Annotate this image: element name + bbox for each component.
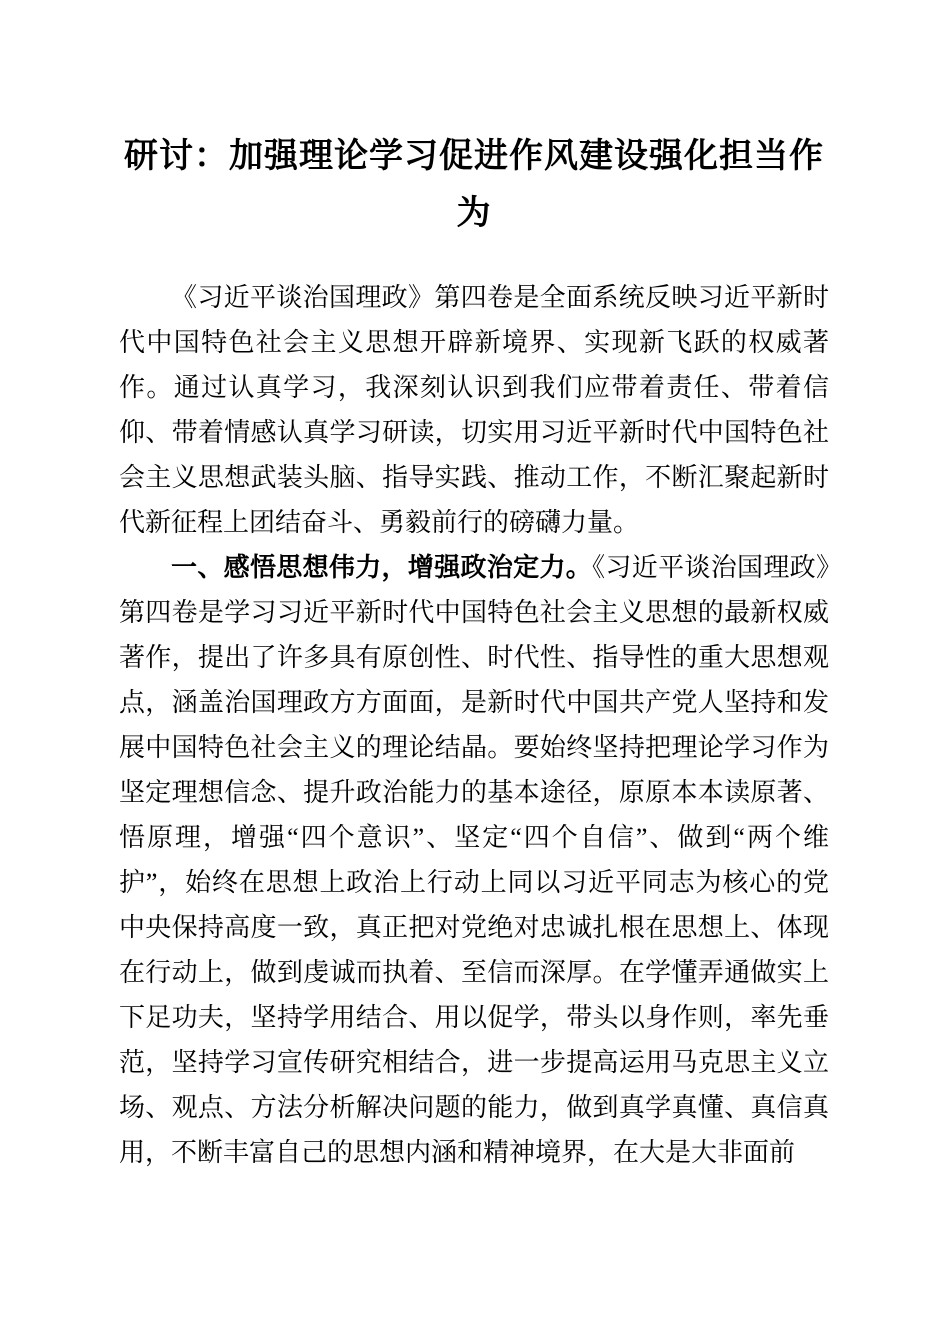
section-1-text: 《习近平谈治国理政》第四卷是学习习近平新时代中国特色社会主义思想的最新权威著作，提出了许多具有原创性、时代性、指导性的重大思想观点，涵盖治国理政方方面面，是新时代中国共产党人坚持和发展中国特色社会主义的理论结晶。要始终坚持把理论学习作为坚定理想信念、提升政治能力的基本途径，原原本本读原著、悟原理，增强“四个意识”、坚定“四个自信”、做到“两个维护”，始终在思想上政治上行动上同以习近平同志为核心的党中央保持高度一致，真正把对党绝对忠诚扎根在思想上、体现在行动上，做到虔诚而执着、至信而深厚。在学懂弄通做实上下足功夫，坚持学用结合、用以促学，带头以身作则，率先垂范，坚持学习宣传研究相结合，进一步提高运用马克思主义立场、观点、方法分析解决问题的能力，做到真学真懂、真信真用，不断丰富自己的思想内涵和精神境界，在大是大非面前 (119, 553, 829, 1167)
section-1-heading: 一、感悟思想伟力，增强政治定力。 (171, 552, 593, 582)
paragraph-section-1 (119, 545, 829, 1175)
document-body (119, 275, 829, 1175)
paragraph-intro-text: 《习近平谈治国理政》第四卷是全面系统反映习近平新时代中国特色社会主义思想开辟新境界、实现新飞跃的权威著作。通过认真学习，我深刻认识到我们应带着责任、带着信仰、带着情感认真学习研读，切实用习近平新时代中国特色社会主义思想武装头脑、指导实践、推动工作，不断汇聚起新时代新征程上团结奋斗、勇毅前行的磅礴力量。 (119, 283, 829, 537)
paragraph-intro (119, 275, 829, 545)
document-title: 研讨：加强理论学习促进作风建设强化担当作为 (124, 138, 824, 232)
